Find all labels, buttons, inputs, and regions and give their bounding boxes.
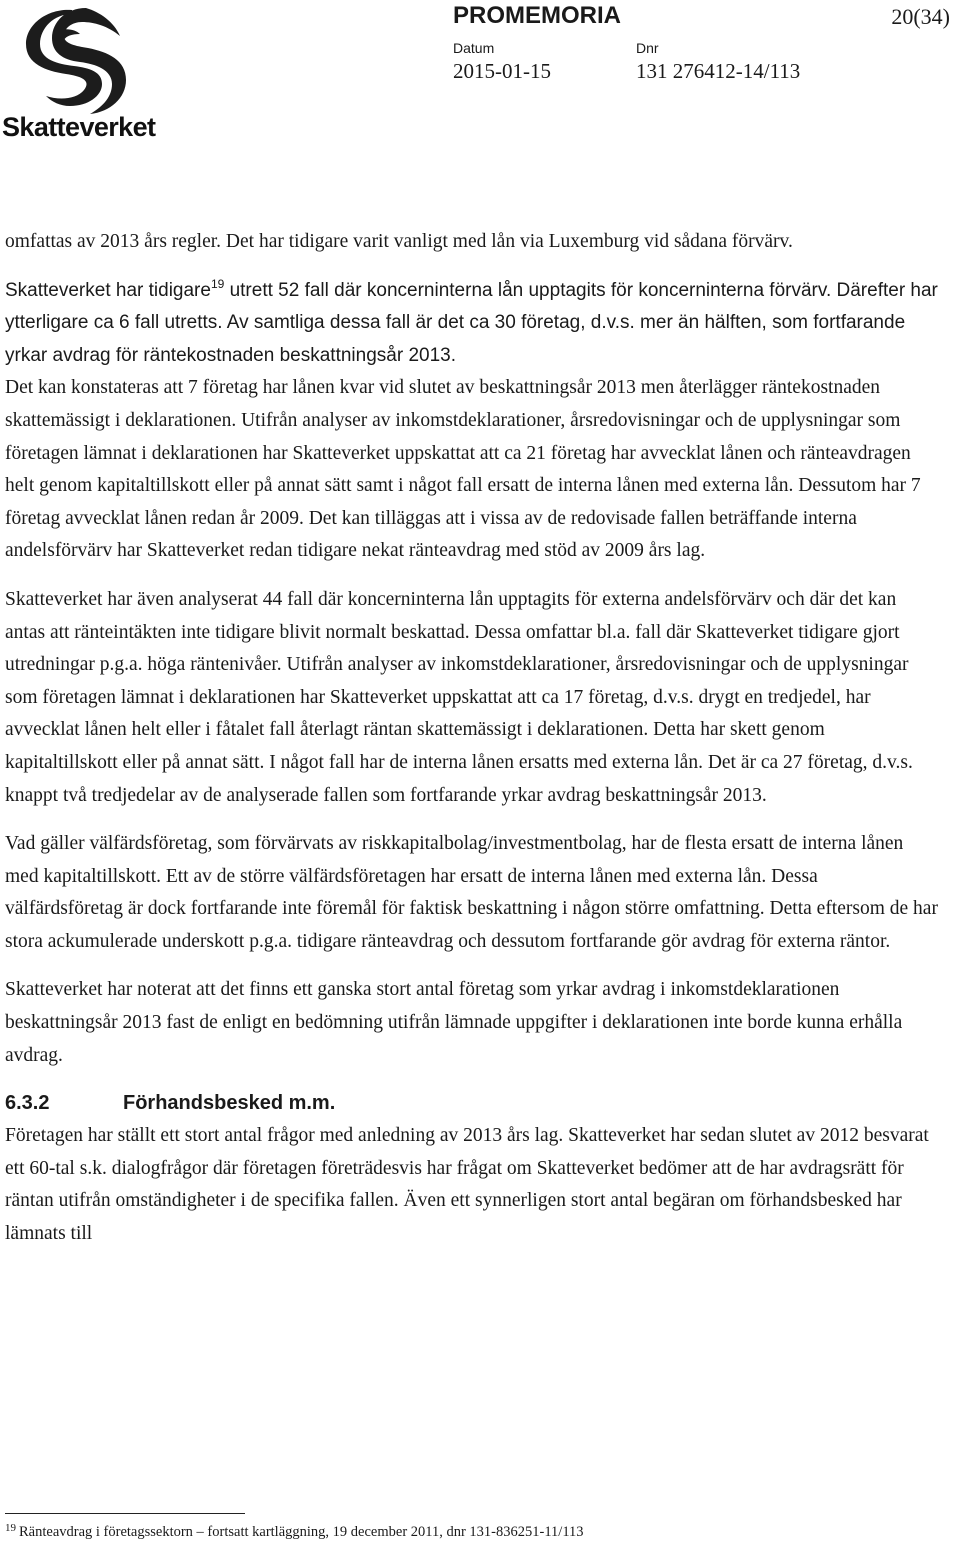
date-label: Datum — [453, 40, 495, 56]
footnote-text: Ränteavdrag i företagssektorn – fortsatt kartläggning, 19 december 2011, dnr 131-836251-11/113 — [19, 1524, 584, 1540]
footnote-number: 19 — [5, 1522, 16, 1534]
date-value: 2015-01-15 — [453, 59, 551, 83]
paragraph: Vad gäller välfärdsföretag, som förvärvats av riskkapitalbolag/investmentbolag, har de flesta ersatt de interna lånen med kapitaltillskott. Ett av de större välfärdsföretagen har ersatt de interna lånen med externa lån. Dessa välfärdsföretag är dock fortfarande inte föremål för faktisk beskattning i någon större omfattning. Detta eftersom de har stora ackumulerade underskott p.g.a. tidigare ränteavdrag och dessutom fortfarande gör avdrag för externa räntor. — [5, 833, 938, 952]
paragraph-text — [5, 276, 938, 366]
paragraph-text: Skatteverket har tidigare — [5, 279, 211, 301]
footnote-divider — [5, 1513, 245, 1514]
skatteverket-swirl-icon — [14, 6, 134, 116]
paragraph: Skatteverket har noterat att det finns ett ganska stort antal företag som yrkar avdrag i inkomstdeklarationen beskattningsår 2013 fast de enligt en bedömning utifrån lämnade uppgifter i deklarationen inte borde kunna erhålla avdrag. — [5, 979, 903, 1066]
section-heading — [5, 1088, 940, 1118]
logo-wordmark: Skatteverket — [2, 112, 156, 142]
page-number: 20(34) — [891, 4, 950, 29]
paragraph: Det kan konstateras att 7 företag har lånen kvar vid slutet av beskattningsår 2013 men återlägger räntekostnaden skattemässigt i deklarationen. Utifrån analyser av inkomstdeklarationer, årsredovisningar och de upplysningar som företagen lämnat i deklarationen har Skatteverket uppskattat att ca 21 företag har avvecklat lånen och ränteavdragen helt genom kapitaltillskott eller på annat sätt samt i något fall ersatt de interna lånen med externa lån. Dessutom har 7 företag avvecklat lånen redan år 2009. Det kan tilläggas att i vissa av de redovisade fallen beträffande interna andelsförvärv har Skatteverket redan tidigare nekat ränteavdrag med stöd av 2009 års lag. — [5, 377, 921, 562]
section-number: 6.3.2 — [5, 1092, 50, 1115]
section-title: Förhandsbesked m.m. — [123, 1092, 336, 1115]
footnote — [5, 1522, 584, 1541]
paragraph: Företagen har ställt ett stort antal frågor med anledning av 2013 års lag. Skatteverket har sedan slutet av 2012 besvarat ett 60-tal s.k. dialogfrågor där företagen företrädesvis har frågat om Skatteverket bedömer att de har avdragsrätt för räntan utifrån omständigheter i de specifika fallen. Även ett synnerligen stort antal begäran om förhandsbesked har lämnats till — [5, 1125, 929, 1245]
skatteverket-logo — [0, 0, 160, 150]
document-body — [5, 226, 940, 1251]
paragraph-text: utrett 52 fall där koncerninterna lån upptagits för koncerninterna förvärv. Därefter har ytterligare ca 6 fall utretts. Av samtliga dessa fall är det ca 30 företag, d.v.s. mer än hälften, som fortfarande yrkar avdrag för räntekostnaden beskattningsår 2013. — [5, 279, 938, 366]
dnr-value: 131 276412-14/113 — [636, 59, 801, 83]
paragraph: Skatteverket har även analyserat 44 fall där koncerninterna lån upptagits för externa andelsförvärv och där det kan antas att ränteintäkten inte tidigare blivit normalt beskattad. Dessa omfattar bl.a. fall där Skatteverket tidigare gjort utredningar p.g.a. höga räntenivåer. Utifrån analyser av inkomstdeklarationer, årsredovisningar och de upplysningar som företagen lämnat i deklarationen har Skatteverket uppskattat att ca 17 företag, d.v.s. drygt en tredjedel, har avvecklat lånen helt eller i fåtalet fall återlagt räntan skattemässigt i deklarationen. Detta har skett genom kapitaltillskott eller på annat sätt. I något fall har de interna lånen ersatts med externa lån. Det är ca 27 företag, d.v.s. knappt två tredjedelar av de analyserade fallen som fortfarande yrkar avdrag beskattningsår 2013. — [5, 588, 913, 806]
document-type: PROMEMORIA — [453, 2, 621, 29]
paragraph — [5, 275, 940, 373]
dnr-label: Dnr — [636, 40, 659, 56]
paragraph: omfattas av 2013 års regler. Det har tidigare varit vanligt med lån via Luxemburg vid sådana förvärv. — [5, 231, 793, 252]
footnote-reference: 19 — [210, 276, 225, 291]
